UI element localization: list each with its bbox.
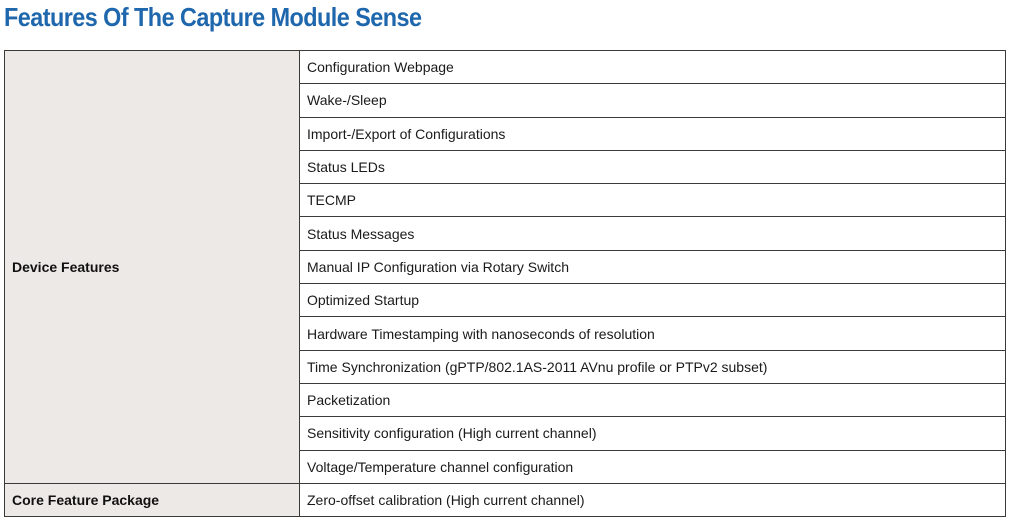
feature-item: Manual IP Configuration via Rotary Switch [300,250,1006,283]
feature-item: TECMP [300,184,1006,217]
feature-item: Status Messages [300,217,1006,250]
feature-item: Time Synchronization (gPTP/802.1AS-2011 AVnu profile or PTPv2 subset) [300,350,1006,383]
feature-item: Sensitivity configuration (High current channel) [300,417,1006,450]
table-row [5,483,1006,516]
feature-item: Packetization [300,383,1006,416]
table-row [5,51,1006,84]
group-label-device-features: Device Features [5,51,300,484]
page-title: Features Of The Capture Module Sense [4,2,422,32]
feature-item: Hardware Timestamping with nanoseconds of resolution [300,317,1006,350]
feature-item: Wake-/Sleep [300,84,1006,117]
feature-item: Import-/Export of Configurations [300,117,1006,150]
feature-item: Configuration Webpage [300,51,1006,84]
feature-item: Optimized Startup [300,284,1006,317]
features-table [4,50,1006,517]
feature-item: Status LEDs [300,150,1006,183]
feature-item: Voltage/Temperature channel configuration [300,450,1006,483]
feature-item: Zero-offset calibration (High current channel) [300,483,1006,516]
group-label-core-feature-package: Core Feature Package [5,483,300,516]
